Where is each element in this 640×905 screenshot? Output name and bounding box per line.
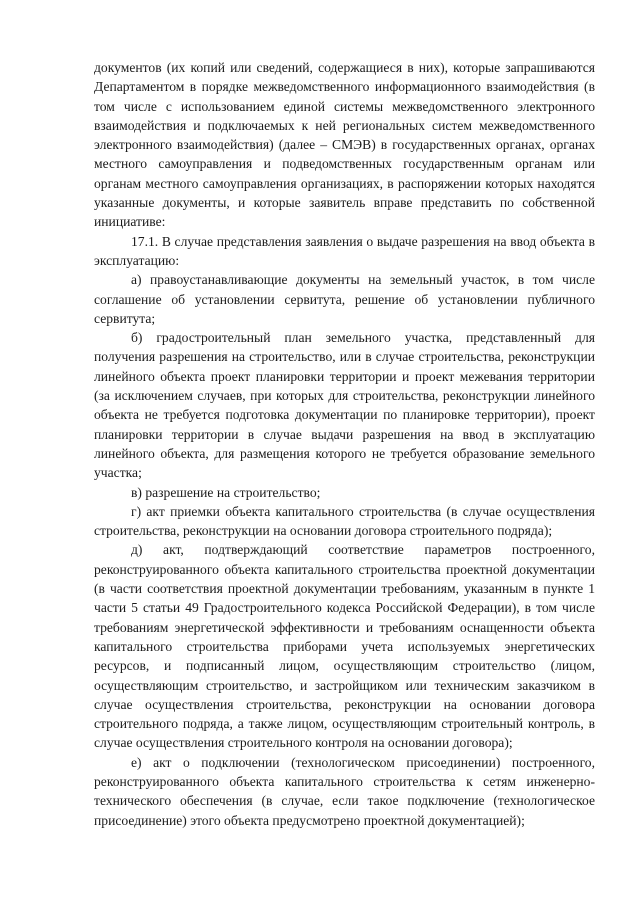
paragraph-item-v: в) разрешение на строительство; bbox=[131, 484, 321, 500]
document-body bbox=[94, 58, 595, 830]
paragraph-item-b: б) градостроительный план земельного участка, представленный для получения разрешения на строительство, или в случае строительства, реконструкции линейного объекта проект планировки территории и проект межевания территории (за исключением случаев, при которых для строительства, реконструкции линейного объекта не требуется подготовка документации по планировке территории), проект планировки территории в случае выдачи разрешения на ввод в эксплуатацию линейного объекта, для размещения которого не требуется образование земельного участка; bbox=[94, 330, 595, 481]
paragraph-item-e: е) акт о подключении (технологическом присоединении) построенного, реконструированного объекта капитального строительства к сетям инженерно-технического обеспечения (в случае, если такое подключение (технологическое присоединение) этого объекта предусмотрено проектной документацией); bbox=[94, 754, 595, 828]
paragraph-continuation: документов (их копий или сведений, содержащиеся в них), которые запрашиваются Департаментом в порядке межведомственного информационного взаимодействия (в том числе с использованием единой системы межведомственного электронного взаимодействия и подключаемых к ней региональных систем межведомственного электронного взаимодействия) (далее – СМЭВ) в государственных органах, органах местного самоуправления и подведомственных государственным органам или органам местного самоуправления организациях, в распоряжении которых находятся указанные документы, и которые заявитель вправе представить по собственной инициативе: bbox=[94, 60, 595, 230]
paragraph-item-a: а) правоустанавливающие документы на земельный участок, в том числе соглашение об установлении сервитута, решение об установлении публичного сервитута; bbox=[94, 272, 595, 326]
paragraph-item-d: д) акт, подтверждающий соответствие параметров построенного, реконструированного объекта капитального строительства проектной документации (в части соответствия проектной документации требованиям, указанным в пункте 1 части 5 статьи 49 Градостроительного кодекса Российской Федерации), в том числе требованиям энергетической эффективности и требованиям оснащенности объекта капитального строительства приборами учета используемых энергетических ресурсов, и подписанный лицом, осуществляющим строительство (лицом, осуществляющим строительство, и застройщиком или техническим заказчиком в случае осуществления строительства, реконструкции на основании договора строительного подряда, а также лицом, осуществляющим строительный контроль, в случае осуществления строительного контроля на основании договора); bbox=[94, 542, 595, 751]
paragraph-clause-17-1: 17.1. В случае представления заявления о выдаче разрешения на ввод объекта в эксплуатацию: bbox=[94, 233, 595, 268]
paragraph-item-g: г) акт приемки объекта капитального строительства (в случае осуществления строительства, реконструкции на основании договора строительного подряда); bbox=[94, 503, 595, 539]
